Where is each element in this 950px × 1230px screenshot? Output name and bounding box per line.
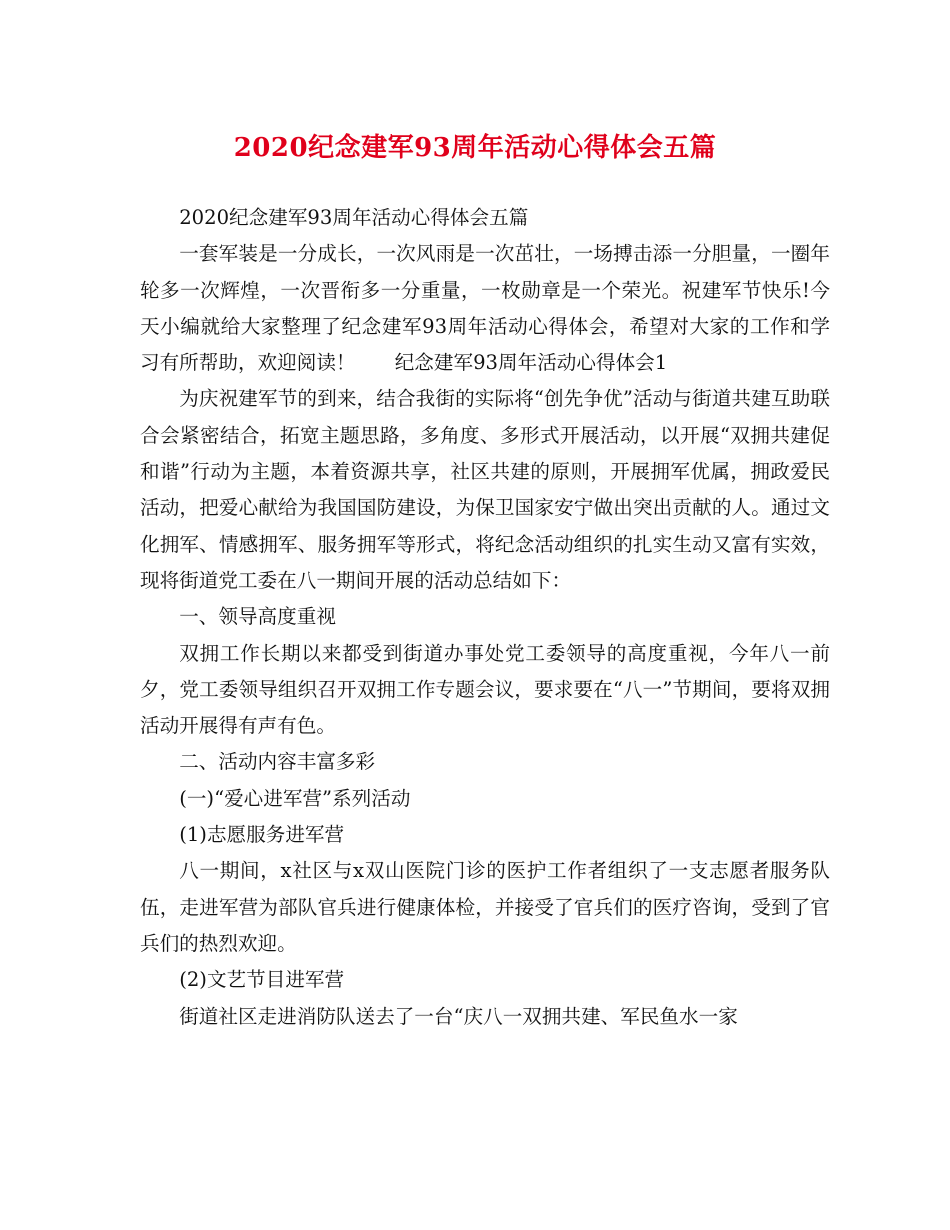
body-paragraph: 为庆祝建军节的到来，结合我街的实际将“创先争优”活动与街道共建互助联合会紧密结合，拓宽主题思路，多角度、多形式开展活动，以开展“双拥共建促和谐”行动为主题，本着资源共享，社区共建的原则，开展拥军优属，拥政爱民活动，把爱心献给为我国国防建设，为保卫国家安宁做出突出贡献的人。通过文化拥军、情感拥军、服务拥军等形式，将纪念活动组织的扎实生动又富有实效，现将街道党工委在八一期间开展的活动总结如下： [140,387,830,592]
section-heading: 一、领导高度重视 [179,605,336,629]
section-heading: 二、活动内容丰富多彩 [179,750,376,774]
body-paragraph: 街道社区走进消防队送去了一台“庆八一双拥共建、军民鱼水一家 [179,1004,738,1028]
intro-paragraph: 一套军装是一分成长，一次风雨是一次茁壮，一场搏击添一分胆量，一圈年轮多一次辉煌，一次晋衔多一分重量，一枚勋章是一个荣光。祝建军节快乐!今天小编就给大家整理了纪念建军93周年活动心得体会，希望对大家的工作和学习有所帮助，欢迎阅读！ 纪念建军93周年活动心得体会1 [140,242,830,375]
body-paragraph: 八一期间，x社区与x双山医院门诊的医护工作者组织了一支志愿者服务队伍，走进军营为部队官兵进行健康体检，并接受了官兵们的医疗咨询，受到了官兵们的热烈欢迎。 [140,859,830,955]
body-paragraph: 双拥工作长期以来都受到街道办事处党工委领导的高度重视，今年八一前夕，党工委领导组织召开双拥工作专题会议，要求要在“八一”节期间，要将双拥活动开展得有声有色。 [140,641,830,738]
item-heading: (1)志愿服务进军营 [179,823,345,847]
document-body [140,200,830,1035]
subsection-heading: (一)“爱心进军营”系列活动 [179,786,411,810]
document-title: 2020纪念建军93周年活动心得体会五篇 [233,133,717,163]
item-heading: (2)文艺节目进军营 [179,968,345,992]
subtitle-paragraph: 2020纪念建军93周年活动心得体会五篇 [179,206,529,229]
